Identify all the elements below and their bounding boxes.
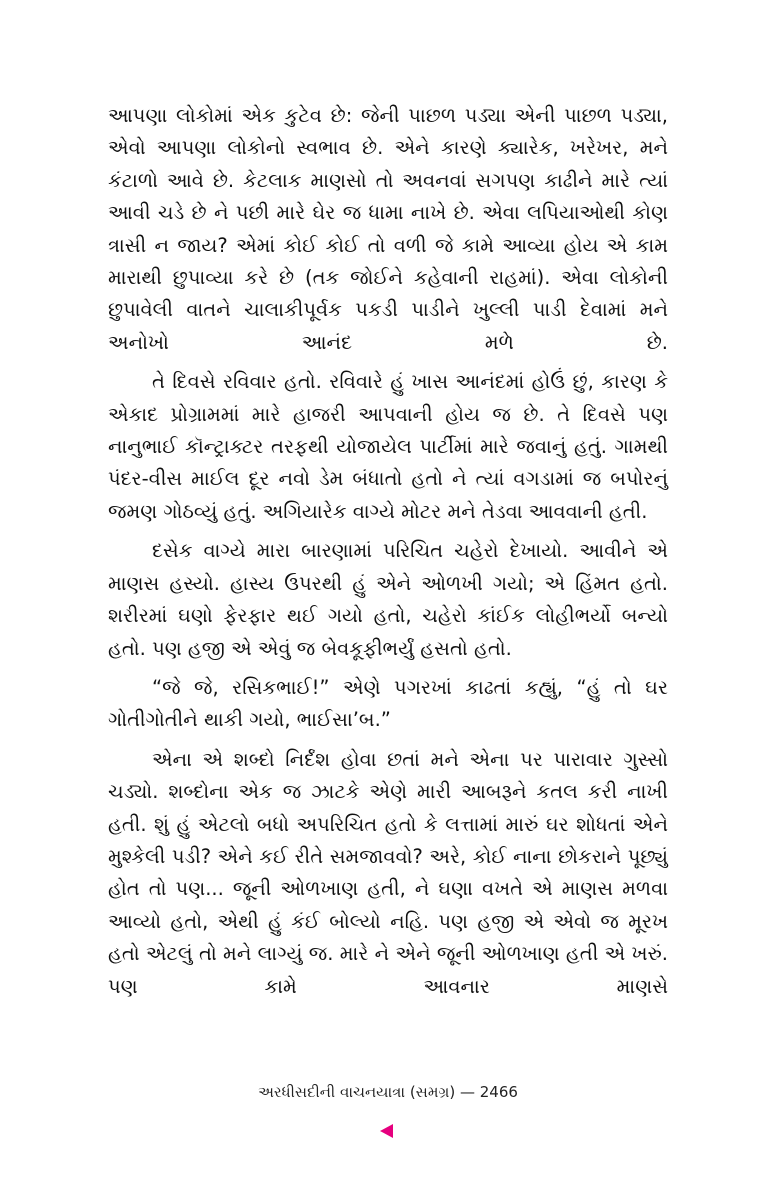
paragraph-5: એના એ શબ્દો નિર્દંશ હોવા છતાં મને એના પર પારાવાર ગુસ્સો ચડ્યો. શબ્દોના એક જ ઝાટકે એણે મારી આબરૂને કતલ કરી નાખી હતી. શું હું એટલો બધો અપરિચિત હતો કે લત્તામાં મારું ઘર શોધતાં એને મુશ્કેલી પડી? એને કઈ રીતે સમજાવવો? અરે, કોઈ નાના છોકરાને પૂછ્યું હોત તો પણ... જૂની ઓળખાણ હતી, ને ઘણા વખતે એ માણસ મળવા આવ્યો હતો, એથી હું કંઈ બોલ્યો નહિ. પણ હજી એ એવો જ મૂરખ હતો એટલું તો મને લાગ્યું જ. મારે ને એને જૂની ઓળખાણ હતી એ ખરું. પણ કામે આવનાર માણસે bbox=[108, 747, 668, 998]
page-body-text bbox=[108, 100, 668, 1010]
page-footer: અરધીસદીની વાચનયાત્રા (સમગ્ર) — 2466 bbox=[258, 1083, 518, 1101]
paragraph-2: તે દિવસે રવિવાર હતો. રવિવારે હું ખાસ આનંદમાં હોઉં છું, કારણ કે એકાદ પ્રોગ્રામમાં મારે હાજરી આપવાની હોય જ છે. તે દિવસે પણ નાનુભાઈ કૉન્ટ્રાક્ટર તરફથી યોજાયેલ પાર્ટીમાં મારે જવાનું હતું. ગામથી પંદર-વીસ માઈલ દૂર નવો ડેમ બંધાતો હતો ને ત્યાં વગડામાં જ બપોરનું જમણ ગોઠવ્યું હતું. અગિયારેક વાગ્યે મોટર મને તેડવા આવવાની હતી. bbox=[108, 370, 668, 523]
paragraph-4: “જે જે, રસિકભાઈ!” એણે પગરખાં કાઢતાં કહ્યું, “હું તો ઘર ગોતીગોતીને થાકી ગયો, ભાઈસા’બ.” bbox=[108, 675, 668, 732]
previous-page-arrow-icon[interactable] bbox=[380, 1124, 393, 1138]
paragraph-1: આપણા લોકોમાં એક કુટેવ છે: જેની પાછળ પડ્યા એની પાછળ પડ્યા, એવો આપણા લોકોનો સ્વભાવ છે. એને કારણે ક્યારેક, ખરેખર, મને કંટાળો આવે છે. કેટલાક માણસો તો અવનવાં સગપણ કાઢીને મારે ત્યાં આવી ચડે છે ને પછી મારે ઘેર જ ધામા નાખે છે. એવા લપિયાઓથી કોણ ત્રાસી ન જાય? એમાં કોઈ કોઈ તો વળી જે કામે આવ્યા હોય એ કામ મારાથી છુપાવ્યા કરે છે (તક જોઈને કહેવાની રાહમાં). એવા લોકોની છુપાવેલી વાતને ચાલાકીપૂર્વક પકડી પાડીને ખુલ્લી પાડી દેવામાં મને અનોખો આનંદ મળે છે. bbox=[108, 104, 668, 354]
paragraph-3: દસેક વાગ્યે મારા બારણામાં પરિચિત ચહેરો દેખાયો. આવીને એ માણસ હસ્યો. હાસ્ય ઉપરથી હું એને ઓળખી ગયો; એ હિંમત હતો. શરીરમાં ઘણો ફેરફાર થઈ ગયો હતો, ચહેરો કાંઈક લોહીભર્યો બન્યો હતો. પણ હજી એ એવું જ બેવકૂફીભર્યું હસતો હતો. bbox=[108, 539, 668, 660]
